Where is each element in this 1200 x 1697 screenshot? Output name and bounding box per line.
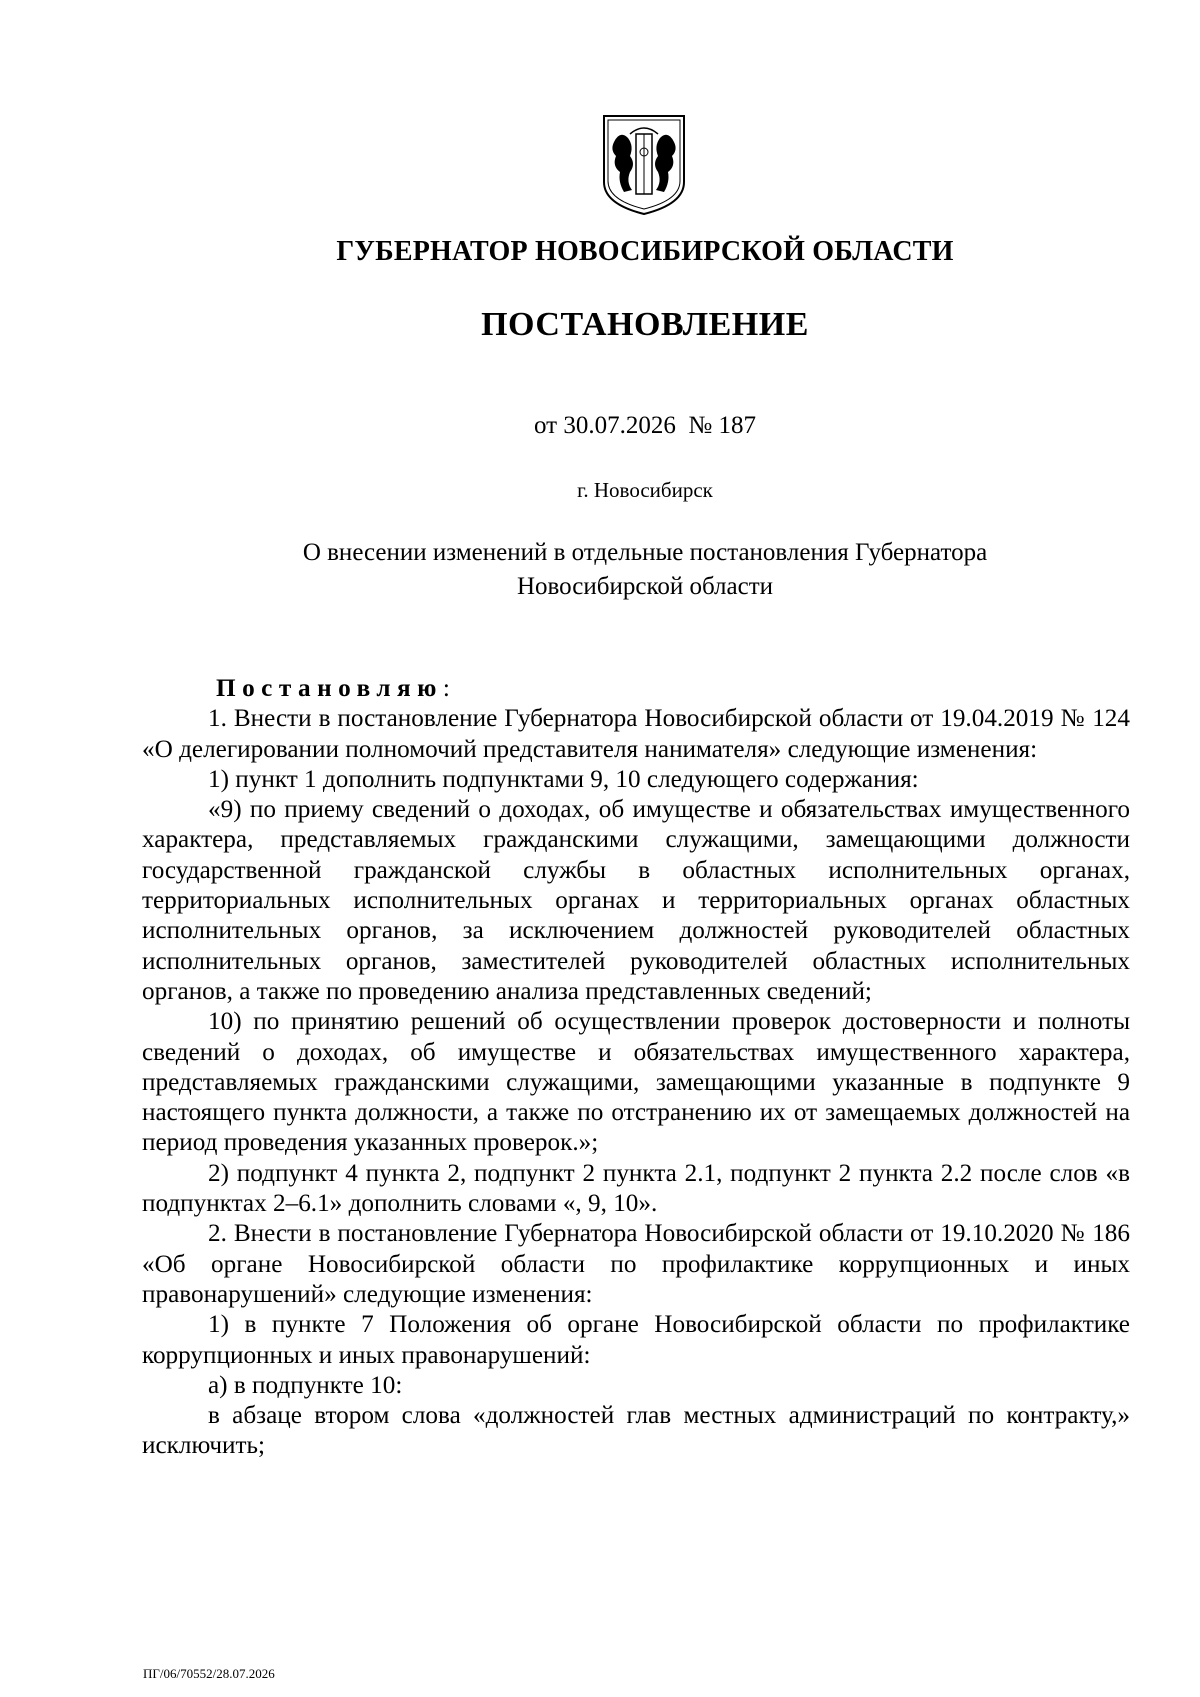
document-type: ПОСТАНОВЛЕНИЕ [481, 306, 809, 343]
paragraph: 2) подпункт 4 пункта 2, подпункт 2 пункта 2.1, подпункт 2 пункта 2.2 после слов «в подпунктах 2–6.1» дополнить словами «, 9, 10». [142, 1159, 1130, 1218]
subject-line-2: Новосибирской области [516, 573, 774, 600]
date-and-number: от 30.07.2026 № 187 [534, 412, 756, 439]
subject-line-1: О внесении изменений в отдельные постановления Губернатора [302, 539, 988, 566]
document-body [142, 674, 1130, 1462]
paragraph: 1) в пункте 7 Положения об органе Новосибирской области по профилактике коррупционных и иных правонарушений: [142, 1311, 1130, 1369]
paragraph: в абзаце втором слова «должностей глав местных администраций по контракту,» исключить; [142, 1402, 1130, 1460]
document-code: ПГ/06/70552/28.07.2026 [143, 1666, 275, 1681]
paragraph: 10) по принятию решений об осуществлении проверок достоверности и полноты сведений о доходах, об имуществе и обязательствах имущественного характера, представляемых гражданскими служащими, замещающими указанные в подпункте 9 настоящего пункта должности, а также по отстранению их от замещаемых должностей на период проведения указанных проверок.»; [142, 1008, 1130, 1157]
decree-word [216, 674, 1130, 704]
paragraph: 1. Внести в постановление Губернатора Новосибирской области от 19.04.2019 № 124 «О делегировании полномочий представителя нанимателя» следующие изменения: [142, 705, 1130, 763]
paragraph: 1) пункт 1 дополнить подпунктами 9, 10 следующего содержания: [208, 765, 919, 793]
document-subject [0, 536, 1200, 604]
paragraph: «9) по приему сведений о доходах, об имуществе и обязательствах имущественного характера, представляемых гражданскими служащими, замещающими должности государственной гражданской службы в областных исполнительных органах, территориальных исполнительных органах и территориальных органах областных исполнительных органов, за исключением должностей руководителей областных исполнительных органов, заместителей руководителей областных исполнительных органов, а также по проведению анализа представленных сведений; [142, 796, 1130, 1005]
city: г. Новосибирск [577, 478, 713, 502]
paragraph: а) в подпункте 10: [208, 1371, 403, 1399]
decree-word-text: Постановляю [216, 675, 443, 702]
coat-of-arms-emblem [600, 112, 688, 217]
paragraph: 2. Внести в постановление Губернатора Новосибирской области от 19.10.2020 № 186 «Об органе Новосибирской области по профилактике коррупционных и иных правонарушений» следующие изменения: [142, 1220, 1130, 1308]
organization-title: ГУБЕРНАТОР НОВОСИБИРСКОЙ ОБЛАСТИ [336, 236, 954, 267]
decree-colon: : [442, 675, 450, 702]
